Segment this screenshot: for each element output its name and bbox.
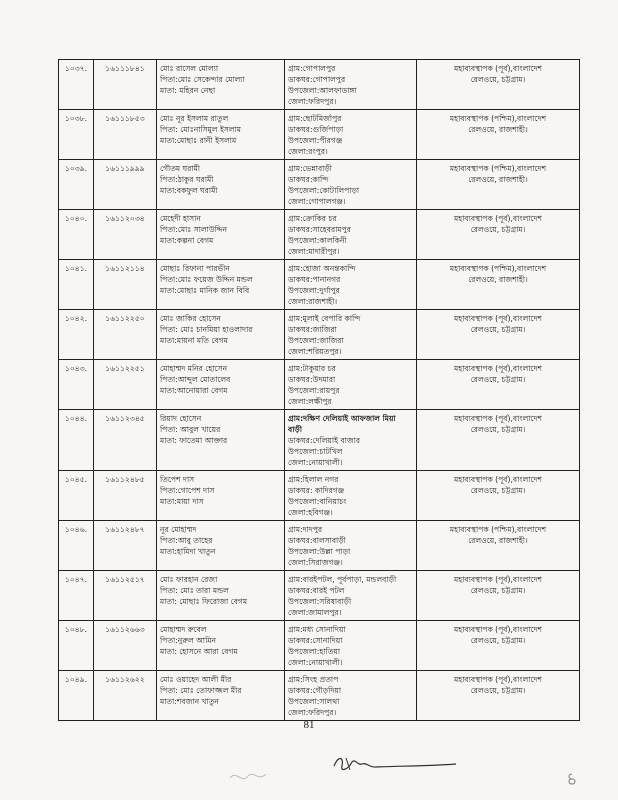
posting-office-cell (417, 671, 580, 721)
posting-office-line: মহাব্যবস্থাপক (পূর্ব),বাংলাদেশ (454, 475, 542, 484)
posting-office-line: রেলওয়ে, চট্টগ্রাম। (470, 325, 526, 334)
father-name: পিতা:নুরুল আমিন (160, 636, 216, 645)
posting-office-line: রেলওয়ে, চট্টগ্রাম। (470, 75, 526, 84)
name-cell (157, 571, 285, 621)
table-row (59, 260, 580, 310)
posting-office-line: মহাব্যবস্থাপক (পূর্ব),বাংলাদেশ (454, 414, 542, 423)
name-cell (157, 410, 285, 471)
mother-name: মাতা:মোছাঃ মানিক জান বিবি (160, 286, 250, 295)
roll-number: ১৬১১২৬২২ (94, 671, 157, 721)
address-line: জেলা:নোয়াখালী। (288, 458, 343, 467)
address-line: গ্রাম:ভেন্নাবাড়ী (288, 164, 332, 173)
address-line: গ্রাম:ক্রোকির চর (288, 214, 337, 223)
address-line: উপজেলা:উল্লা পাড়া (288, 547, 351, 556)
posting-office-cell (417, 410, 580, 471)
father-name: পিতা: মোঃনাসিমুল ইসলাম (160, 125, 242, 134)
name-cell (157, 60, 285, 110)
address-line: গ্রাম:বারইপটল, পূর্বপাড়া, মন্ডলবাড়ী (288, 575, 397, 584)
address-line: ডাকঘর:কান্দি (288, 175, 329, 184)
address-line: উপজেলা:সালথা (288, 697, 340, 706)
posting-office-line: রেলওয়ে, চট্টগ্রাম। (470, 686, 526, 695)
posting-office-line: মহাব্যবস্থাপক (পশ্চিম),বাংলাদেশ (449, 164, 547, 173)
father-name: পিতা:মোঃ সেকেন্দার মোল্যা (160, 75, 245, 84)
roll-number: ১৬১১২২৫১ (94, 360, 157, 410)
address-line: বাড়ী (288, 425, 303, 434)
address-cell (285, 360, 417, 410)
address-line: গ্রাম:হোজা অনন্তকান্দি (288, 264, 356, 273)
posting-office-line: রেলওয়ে, চট্টগ্রাম। (470, 586, 526, 595)
posting-office-line: মহাব্যবস্থাপক (পূর্ব),বাংলাদেশ (454, 364, 542, 373)
table-row (59, 521, 580, 571)
candidate-name: মেহেদী হাসান (160, 214, 201, 223)
table-row (59, 471, 580, 521)
table-row (59, 571, 580, 621)
roll-number: ১৬১১২৪৮৫ (94, 471, 157, 521)
roll-number: ১৬১১১৯৯৯ (94, 160, 157, 210)
table-row (59, 160, 580, 210)
candidate-name: মোহাম্মদ মনির হোসেন (160, 364, 228, 373)
candidate-name: মোঃ নূর ইসলাম রাতুল (160, 114, 229, 123)
father-name: পিতা: আবুল খায়ের (160, 425, 221, 434)
table-row (59, 310, 580, 360)
address-line: জেলা:জামালপুর। (288, 608, 342, 617)
address-line: গ্রাম:গোপালপুর (288, 64, 336, 73)
posting-office-cell (417, 310, 580, 360)
faint-stamp-mark (228, 768, 268, 788)
address-cell (285, 110, 417, 160)
name-cell (157, 471, 285, 521)
candidate-name: গৌতম ঘরামী (160, 164, 201, 173)
candidate-name: রিয়াদ হোসেন (160, 414, 202, 423)
address-cell (285, 571, 417, 621)
name-cell (157, 310, 285, 360)
address-line: জেলা:শরিয়তপুর। (288, 347, 342, 356)
posting-office-line: রেলওয়ে, চট্টগ্রাম। (470, 425, 526, 434)
table-row (59, 60, 580, 110)
address-line: জেলা:ফরিদপুর। (288, 97, 337, 106)
address-line: ডাকঘর: কাদিরগঞ্জ (288, 486, 345, 495)
father-name: পিতা: মোঃ তারা মন্ডল (160, 586, 229, 595)
address-line: গ্রাম:টাকুয়ার চর (288, 364, 336, 373)
address-line: গ্রাম:মুলাই বেপারি কান্দি (288, 314, 361, 323)
serial-number: ১০৪০. (59, 210, 94, 260)
address-line: ডাকঘর:গৌড়দিয়া (288, 686, 342, 695)
candidate-name: নূর মোহাম্মদ (160, 525, 197, 534)
candidate-name: মোঃ রাসেল মোল্যা (160, 64, 219, 73)
address-cell (285, 671, 417, 721)
address-line: গ্রাম:দক্ষিণ দেলিয়াই আফজাল মিয়া (288, 414, 396, 423)
serial-number: ১০৪৪. (59, 410, 94, 471)
serial-number: ১০৪১. (59, 260, 94, 310)
posting-office-line: রেলওয়ে, রাজশাহী। (468, 536, 528, 545)
roll-number: ১৬১১২২৫০ (94, 310, 157, 360)
table-row (59, 410, 580, 471)
mother-name: মাতা:আনোয়ারা বেগম (160, 386, 228, 395)
posting-office-line: মহাব্যবস্থাপক (পূর্ব),বাংলাদেশ (454, 314, 542, 323)
address-line: উপজেলা:আলফাডাঙ্গা (288, 86, 357, 95)
address-cell (285, 160, 417, 210)
table-row (59, 621, 580, 671)
address-line: উপজেলা:বানিয়াচং (288, 497, 347, 506)
posting-office-line: রেলওয়ে, চট্টগ্রাম। (470, 636, 526, 645)
candidate-name: তিপেশ দাস (160, 475, 195, 484)
name-cell (157, 360, 285, 410)
serial-number: ১০৪৫. (59, 471, 94, 521)
posting-office-cell (417, 160, 580, 210)
address-line: উপজেলা:হাতিয়া (288, 647, 341, 656)
posting-office-line: মহাব্যবস্থাপক (পশ্চিম),বাংলাদেশ (449, 525, 547, 534)
address-line: জেলা:রংপুর। (288, 147, 328, 156)
table-row (59, 210, 580, 260)
candidate-table (58, 59, 580, 721)
posting-office-cell (417, 571, 580, 621)
father-name: পিতা: মোঃ চানমিয়া হাওলাদার (160, 325, 253, 334)
posting-office-line: রেলওয়ে, চট্টগ্রাম। (470, 486, 526, 495)
name-cell (157, 260, 285, 310)
father-name: পিতা:আবু তাহের (160, 536, 213, 545)
address-cell (285, 260, 417, 310)
address-line: উপজেলা:রায়পুর (288, 386, 340, 395)
mother-name: মাতা:মোছাঃ রানী ইসলাম (160, 136, 237, 145)
address-line: জেলা:হবিগঞ্জ। (288, 508, 333, 517)
roll-number: ১৬১১১৮৪১ (94, 60, 157, 110)
serial-number: ১০৪৩. (59, 360, 94, 410)
posting-office-line: রেলওয়ে, চট্টগ্রাম। (470, 225, 526, 234)
address-line: উপজেলা:পীরগঞ্জ (288, 136, 343, 145)
roll-number: ১৬১১২০৩৪ (94, 210, 157, 260)
table-body (59, 60, 580, 721)
mother-name: মাতা:কল্পনা বেগম (160, 236, 214, 245)
table-row (59, 110, 580, 160)
candidate-name: মোছাঃ রিফানা পারভীন (160, 264, 230, 273)
roll-number: ১৬১১২৪৮৭ (94, 521, 157, 571)
address-cell (285, 621, 417, 671)
address-line: গ্রাম:মধ্য সোনাদিয়া (288, 625, 346, 634)
father-name: পিতা:গোপেশ দাস (160, 486, 215, 495)
address-line: উপজেলা:দুর্গাপুর (288, 286, 340, 295)
posting-office-cell (417, 260, 580, 310)
mother-name: মাতা:মায়া দাস (160, 497, 204, 506)
address-line: গ্রাম:দাদপুর (288, 525, 323, 534)
address-line: উপজেলা:কালকিনী (288, 236, 347, 245)
serial-number: ১০৪৭. (59, 571, 94, 621)
name-cell (157, 110, 285, 160)
table-row (59, 671, 580, 721)
father-name: পিতা:আব্দুল মোতালেব (160, 375, 231, 384)
mother-name: মাতা:হামিদা খাতুন (160, 547, 216, 556)
address-line: জেলা:ফরিদপুর। (288, 708, 337, 717)
father-name: পিতা: মোঃ তোফাজ্জল মীর (160, 686, 242, 695)
roll-number: ১৬১১২১১৪ (94, 260, 157, 310)
signature (330, 752, 460, 776)
posting-office-line: মহাব্যবস্থাপক (পূর্ব),বাংলাদেশ (454, 214, 542, 223)
address-line: গ্রাম:ছোটমির্জাপুর (288, 114, 342, 123)
posting-office-cell (417, 521, 580, 571)
address-line: জেলা:নোয়াখালী। (288, 658, 343, 667)
mother-name: মাতা:বকফুল ঘরামী (160, 186, 218, 195)
address-line: উপজেলা:সরিষাবাড়ী (288, 597, 352, 606)
serial-number: ১০৪৬. (59, 521, 94, 571)
address-line: উপজেলা:জাজিরা (288, 336, 344, 345)
candidate-name: মোঃ জাকির হোসেন (160, 314, 221, 323)
address-line: উপজেলা:কোটালিপাড়া (288, 186, 360, 195)
mother-name: মাতা: হোসনে আরা বেগম (160, 647, 238, 656)
posting-office-cell (417, 360, 580, 410)
address-line: ডাকঘর:গোপালপুর (288, 75, 346, 84)
address-line: জেলা:গোপালগঞ্জ। (288, 197, 346, 206)
posting-office-line: মহাব্যবস্থাপক (পশ্চিম),বাংলাদেশ (449, 264, 547, 273)
name-cell (157, 671, 285, 721)
serial-number: ১০৪৮. (59, 621, 94, 671)
address-line: জেলা:মাদারীপুর। (288, 247, 340, 256)
posting-office-line: মহাব্যবস্থাপক (পূর্ব),বাংলাদেশ (454, 675, 542, 684)
address-line: ডাকঘর:বালসাবাড়ী (288, 536, 346, 545)
address-line: গ্রাম:হিলাল নগর (288, 475, 339, 484)
mother-name: মাতা: ফাতেমা আক্তার (160, 436, 228, 445)
candidate-name: মোঃ ফারহান রেজা (160, 575, 218, 584)
name-cell (157, 621, 285, 671)
posting-office-line: মহাব্যবস্থাপক (পশ্চিম),বাংলাদেশ (449, 114, 547, 123)
posting-office-line: মহাব্যবস্থাপক (পূর্ব),বাংলাদেশ (454, 625, 542, 634)
page-number: 81 (303, 719, 315, 731)
posting-office-cell (417, 110, 580, 160)
posting-office-cell (417, 210, 580, 260)
posting-office-cell (417, 471, 580, 521)
mother-name: মাতা: মহিরন নেছা (160, 86, 216, 95)
address-line: জেলা:লক্ষীপুর (288, 397, 332, 406)
posting-office-line: রেলওয়ে, রাজশাহী। (468, 175, 528, 184)
posting-office-line: রেলওয়ে, রাজশাহী। (468, 125, 528, 134)
roll-number: ১৬১১২৬৬৩ (94, 621, 157, 671)
serial-number: ১০৩৭. (59, 60, 94, 110)
address-line: জেলা:রাজশাহী। (288, 297, 338, 306)
posting-office-line: মহাব্যবস্থাপক (পূর্ব),বাংলাদেশ (454, 64, 542, 73)
name-cell (157, 210, 285, 260)
roll-number: ১৬১১২৩৪৫ (94, 410, 157, 471)
address-cell (285, 471, 417, 521)
mother-name: মাতা:শবজান খাতুন (160, 697, 219, 706)
address-line: ডাকঘর:পানানগর (288, 275, 341, 284)
posting-office-cell (417, 60, 580, 110)
name-cell (157, 160, 285, 210)
name-cell (157, 521, 285, 571)
roll-number: ১৬১১১৮৫৩ (94, 110, 157, 160)
address-line: ডাকঘর:বারই পটল (288, 586, 345, 595)
address-cell (285, 210, 417, 260)
address-cell (285, 310, 417, 360)
posting-office-line: মহাব্যবস্থাপক (পূর্ব),বাংলাদেশ (454, 575, 542, 584)
address-line: ডাকঘর:গুর্জিপাড়া (288, 125, 344, 134)
corner-mark (565, 772, 579, 786)
address-line: ডাকঘর:সোনাদিয়া (288, 636, 343, 645)
candidate-name: মোহাম্মদ রুবেল (160, 625, 207, 634)
address-line: উপজেলা:চাটখিল (288, 447, 343, 456)
serial-number: ১০৩৯. (59, 160, 94, 210)
posting-office-line: রেলওয়ে, রাজশাহী। (468, 275, 528, 284)
father-name: পিতা:মোঃ ফয়েজ উদ্দিন মন্ডল (160, 275, 253, 284)
address-line: জেলা:সিরাজগঞ্জ। (288, 558, 343, 567)
address-line: ডাকঘর:জাজিরা (288, 325, 337, 334)
mother-name: মাতা: মোছাঃ ফিরোজা বেগম (160, 597, 248, 606)
serial-number: ১০৪৯. (59, 671, 94, 721)
posting-office-line: রেলওয়ে, চট্টগ্রাম। (470, 375, 526, 384)
candidate-name: মোঃ ওয়াহেদ আলী মীর (160, 675, 232, 684)
roll-number: ১৬১১২৫১৭ (94, 571, 157, 621)
posting-office-cell (417, 621, 580, 671)
address-line: ডাকঘর:উদমারা (288, 375, 336, 384)
father-name: পিতা:ঠাকুর ঘরামী (160, 175, 214, 184)
table-row (59, 360, 580, 410)
address-line: ডাকঘর:দেলিয়াই বাজার (288, 436, 361, 445)
serial-number: ১০৪২. (59, 310, 94, 360)
serial-number: ১০৩৮. (59, 110, 94, 160)
mother-name: মাতা:মায়না মতি বেগম (160, 336, 228, 345)
address-cell (285, 410, 417, 471)
address-line: গ্রাম:সিংহ প্রতাপ (288, 675, 339, 684)
address-line: ডাকঘর:সাহেবরামপুর (288, 225, 351, 234)
address-cell (285, 60, 417, 110)
father-name: পিতা:মোঃ সালাউদ্দিন (160, 225, 228, 234)
address-cell (285, 521, 417, 571)
